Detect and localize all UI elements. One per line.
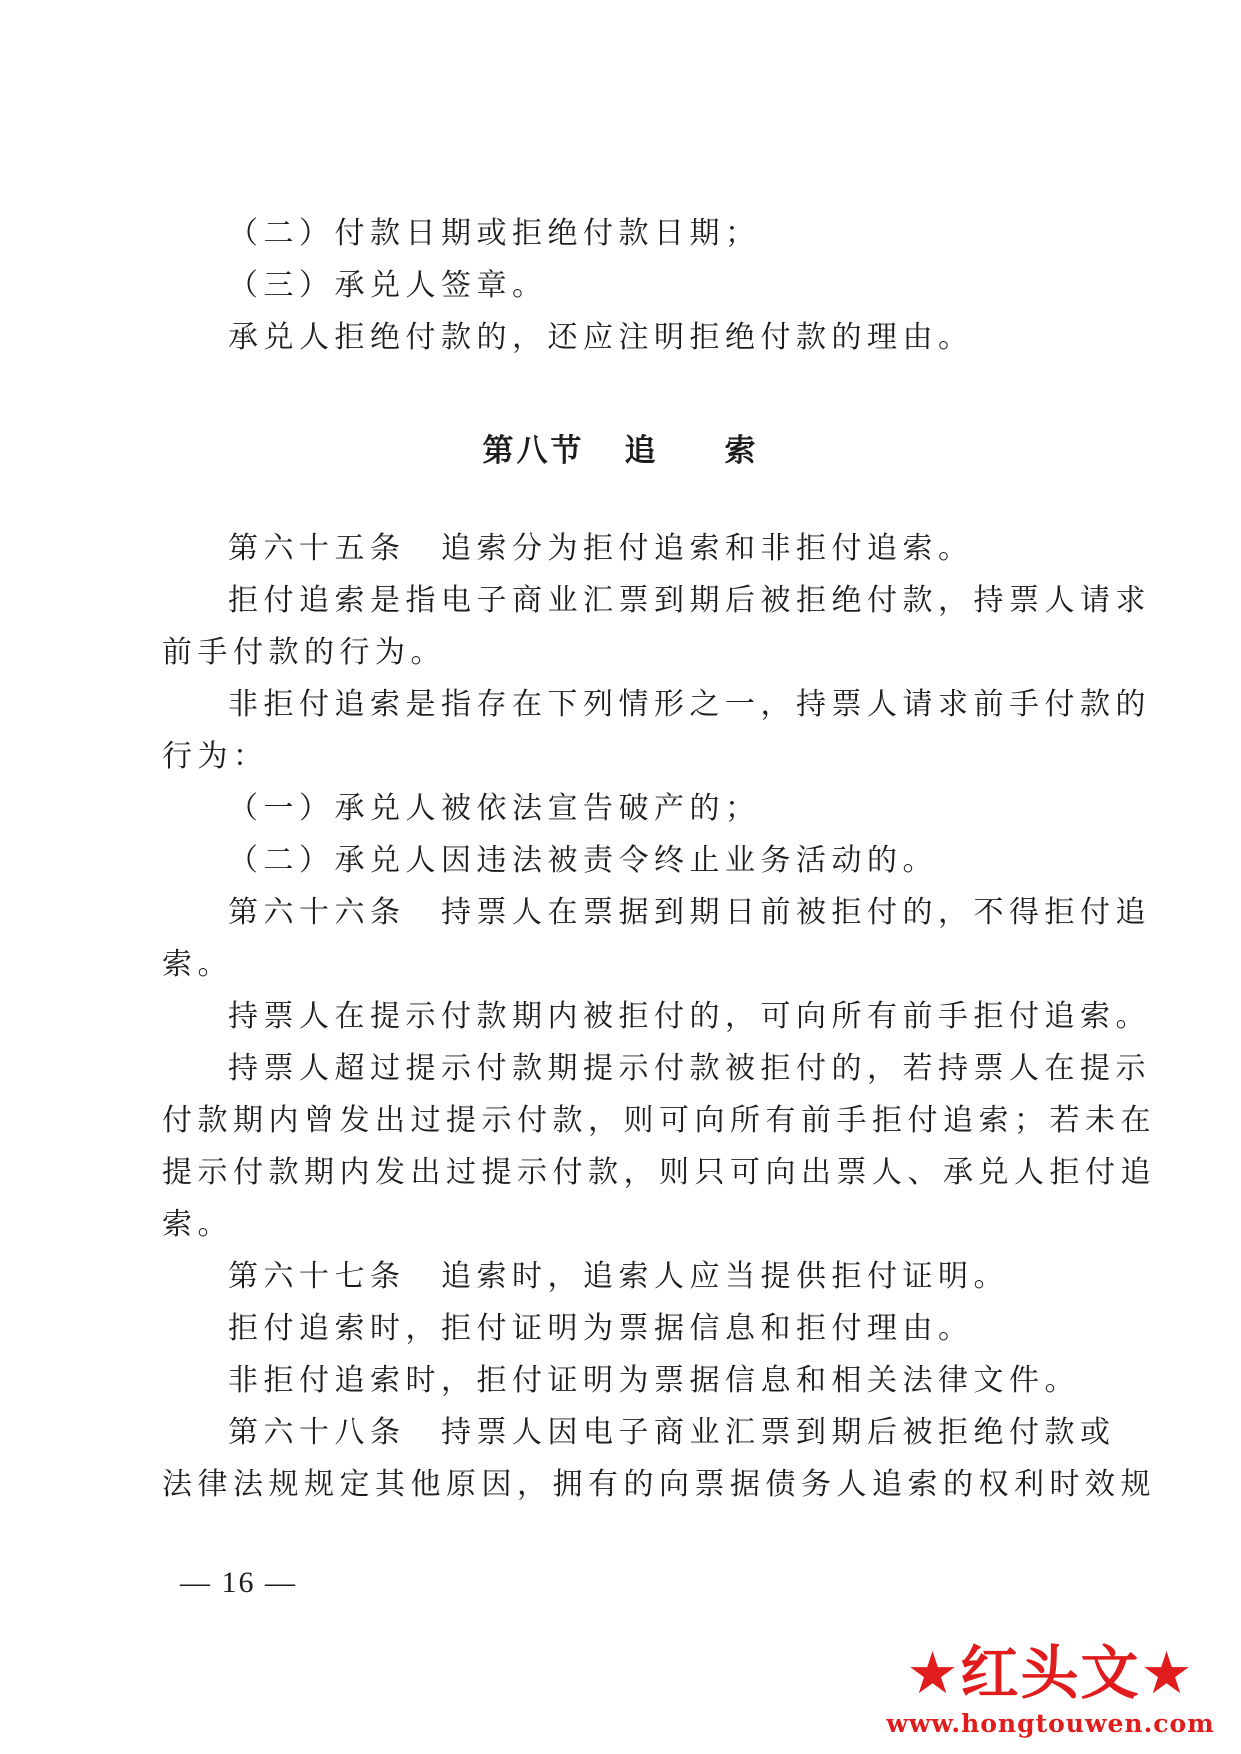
paragraph: 索。	[162, 1207, 233, 1242]
paragraph: 承兑人拒绝付款的，还应注明拒绝付款的理由。	[228, 320, 974, 355]
paragraph: 法律法规规定其他原因，拥有的向票据债务人追索的权利时效规	[162, 1467, 1156, 1502]
watermark-title: 红头文	[960, 1639, 1141, 1707]
paragraph: 行为：	[162, 739, 269, 774]
paragraph: 第六十六条 持票人在票据到期日前被拒付的，不得拒付追	[228, 895, 1151, 930]
paragraph: 第六十八条 持票人因电子商业汇票到期后被拒绝付款或	[228, 1415, 1116, 1450]
paragraph: 第六十七条 追索时，追索人应当提供拒付证明。	[228, 1259, 1009, 1294]
paragraph: 持票人超过提示付款期提示付款被拒付的，若持票人在提示	[228, 1051, 1151, 1086]
star-icon: ★	[906, 1639, 961, 1707]
paragraph: （三）承兑人签章。	[228, 268, 548, 303]
star-icon: ★	[1140, 1639, 1195, 1707]
paragraph: 付款期内曾发出过提示付款，则可向所有前手拒付追索；若未在	[162, 1103, 1156, 1138]
paragraph: 非拒付追索时，拒付证明为票据信息和相关法律文件。	[228, 1363, 1080, 1398]
paragraph: 第六十五条 追索分为拒付追索和非拒付追索。	[228, 531, 974, 566]
page-number: — 16 —	[180, 1566, 297, 1599]
section-title-char-1: 追	[624, 433, 659, 469]
paragraph: 索。	[162, 947, 233, 982]
paragraph: 持票人在提示付款期内被拒付的，可向所有前手拒付追索。	[228, 999, 1151, 1034]
paragraph: 非拒付追索是指存在下列情形之一，持票人请求前手付款的	[228, 687, 1151, 722]
paragraph: （二）承兑人因违法被责令终止业务活动的。	[228, 843, 938, 878]
paragraph: 前手付款的行为。	[162, 635, 446, 670]
paragraph: 拒付追索是指电子商业汇票到期后被拒绝付款，持票人请求	[228, 583, 1151, 618]
section-title-char-2: 索	[724, 433, 759, 469]
paragraph: （一）承兑人被依法宣告破产的；	[228, 791, 761, 826]
paragraph: 提示付款期内发出过提示付款，则只可向出票人、承兑人拒付追	[162, 1155, 1156, 1190]
section-number: 第八节	[482, 433, 585, 469]
watermark-url: www.hongtouwen.com	[886, 1709, 1215, 1738]
watermark-title-row	[860, 1638, 1241, 1708]
paragraph: （二）付款日期或拒绝付款日期；	[228, 216, 761, 251]
paragraph: 拒付追索时，拒付证明为票据信息和拒付理由。	[228, 1311, 974, 1346]
watermark-logo	[860, 1630, 1241, 1754]
section-heading	[0, 425, 1241, 470]
